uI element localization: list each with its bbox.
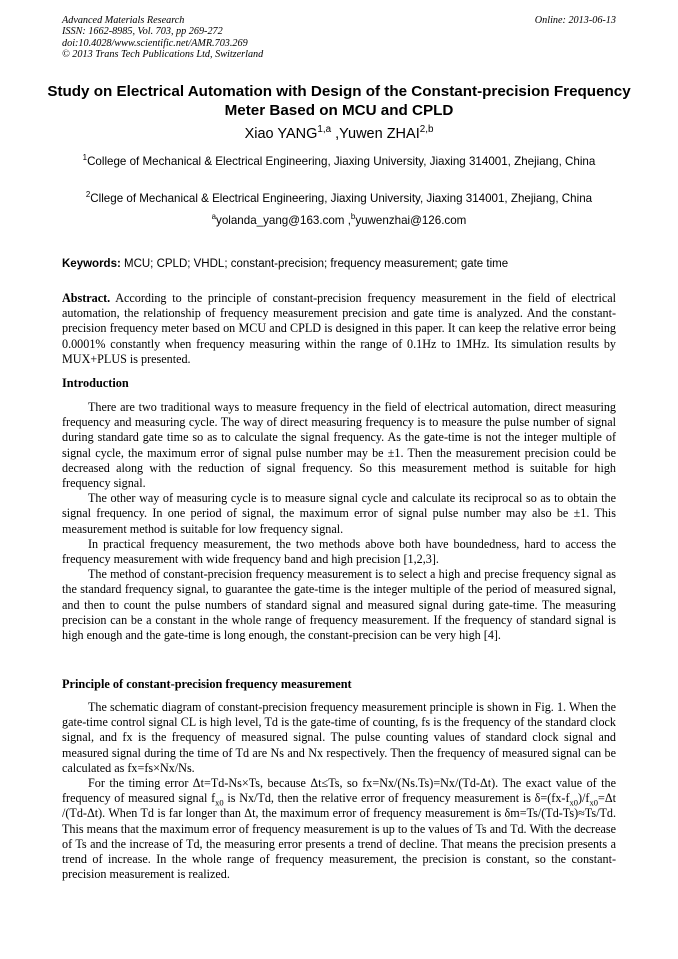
fx0-subscript-2: x0 [569, 797, 578, 808]
affiliation-1-text: College of Mechanical & Electrical Engineering, Jiaxing University, Jiaxing 314001, Zhejiang, China [87, 155, 596, 168]
abstract-label: Abstract. [62, 291, 111, 305]
intro-paragraph-1: There are two traditional ways to measure frequency in the field of electrical automation, direct measuring frequency and measuring cycle. The way of direct measuring frequency is to measure the pulse number of signal during standard gate time so as to calculate the signal frequency. As the gate-time is not the integer multiple of signal cycle, the maximum error of signal pulse number may be ±1. Then the measurement precision could be decreased along with the reduction of signal frequency. So this measurement method is suitable for high frequency signal. [62, 400, 616, 491]
affiliation-1-sup: 1 [82, 152, 88, 162]
keywords [62, 257, 616, 272]
email-1: yolanda_yang@163.com [216, 214, 345, 227]
principle-p2-part-d: =Δt /(Td-Δt). When Td is far longer than Δt, the maximum error of frequency measurement is δm=Ts/(Td-Ts)≈Ts/Td. This means that the maximum error of frequency measurement is up to the values of Ts and Td. With the decrease of Ts and the increase of Td, the measuring error presents a trend of decline. That means the precision presents a trend of increase. In the whole range of frequency measurement, the precision is constant, so the constant-precision measurement is realized. [62, 791, 616, 882]
online-date: Online: 2013-06-13 [534, 15, 616, 26]
affiliation-2 [62, 191, 616, 206]
abstract-text: According to the principle of constant-precision frequency measurement in the field of electrical automation, the relationship of frequency measurement precision and gate time is analyzed. And the constant-precision frequency meter based on MCU and CPLD is designed in this paper. It can keep the relative error being 0.0001% constantly when frequency measuring within the range of 0.1Hz to 1MHz. Its simulation results by MUX+PLUS is presented. [62, 291, 616, 366]
principle-p2-part-b: is Nx/Td, then the relative error of frequency measurement is δ=(fx-f [223, 791, 570, 806]
keywords-label: Keywords: [62, 258, 121, 270]
fx0-subscript-1: x0 [215, 797, 224, 808]
journal-copyright: © 2013 Trans Tech Publications Ltd, Switzerland [62, 48, 264, 60]
abstract [62, 291, 616, 367]
affiliation-2-text: Cllege of Mechanical & Electrical Engineering, Jiaxing University, Jiaxing 314001, Zhejiang, China [90, 192, 593, 205]
intro-paragraph-2: The other way of measuring cycle is to measure signal cycle and calculate its reciprocal so as to obtain the signal frequency. In one period of signal, the maximum error of signal pulse number may also be ±1. This measurement method is suitable for low frequency signal. [62, 491, 616, 536]
email-separator: , [344, 214, 351, 227]
journal-header [62, 15, 616, 60]
journal-name: Advanced Materials Research [62, 15, 185, 26]
author-2-name: Yuwen ZHAI [339, 126, 420, 142]
author-separator: , [331, 126, 340, 142]
email-2-sup: b [350, 211, 356, 221]
principle-p2-part-c: )/f [578, 791, 590, 806]
abstract-paragraph [62, 291, 616, 367]
principle-body [62, 700, 616, 882]
section-heading-introduction: Introduction [62, 376, 129, 390]
intro-paragraph-3: In practical frequency measurement, the two methods above both have boundedness, hard to access the frequency measurement with wide frequency band and high precision [1,2,3]. [62, 536, 616, 567]
fx0-subscript-3: x0 [589, 797, 598, 808]
principle-paragraph-2 [62, 776, 616, 882]
email-2: yuwenzhai@126.com [355, 214, 467, 227]
affiliation-2-sup: 2 [85, 189, 91, 199]
author-1-sup: 1,a [317, 123, 332, 135]
introduction-body [62, 400, 616, 643]
author-list [40, 125, 638, 143]
email-1-sup: a [211, 211, 217, 221]
journal-issn: ISSN: 1662-8985, Vol. 703, pp 269-272 [62, 26, 223, 38]
intro-paragraph-4: The method of constant-precision frequency measurement is to select a high and precise frequency signal as the standard frequency signal, to guarantee the gate-time is the integer multiple of the period of measured signal, and then to count the pulse numbers of standard signal and measured signal during gate-time. The measuring precision can be a constant in the whole range of frequency measurement. If the frequency of standard signal is high enough and the gate-time is long enough, the constant-precision can be very high [4]. [62, 567, 616, 643]
affiliation-1 [62, 154, 616, 169]
journal-doi: doi:10.4028/www.scientific.net/AMR.703.269 [62, 37, 248, 49]
principle-paragraph-1: The schematic diagram of constant-precision frequency measurement principle is shown in Fig. 1. When the gate-time control signal CL is high level, Td is the gate-time of counting, fs is the frequency of the standard clock signal, and fx is the frequency of measured signal. The pulse counting values of standard clock signal and measured signal during the time of Td are Ns and Nx respectively. Then the frequency of measured signal can be calculated as fx=fs×Nx/Ns. [62, 700, 616, 775]
principle-p2-part-a: For the timing error Δt=Td-Ns×Ts, because Δt≤Ts, so fx=Nx/(Ns.Ts)=Nx/(Td-Δt). The exact value of the frequency of measured signal f [62, 776, 616, 806]
author-emails [62, 213, 616, 228]
keywords-text: MCU; CPLD; VHDL; constant-precision; frequency measurement; gate time [120, 258, 509, 270]
section-heading-principle: Principle of constant-precision frequency measurement [62, 677, 352, 691]
paper-title: Study on Electrical Automation with Design of the Constant-precision Frequency Meter Based on MCU and CPLD [47, 83, 631, 119]
author-2-sup: 2,b [419, 123, 434, 135]
author-1-name: Xiao YANG [244, 126, 318, 142]
